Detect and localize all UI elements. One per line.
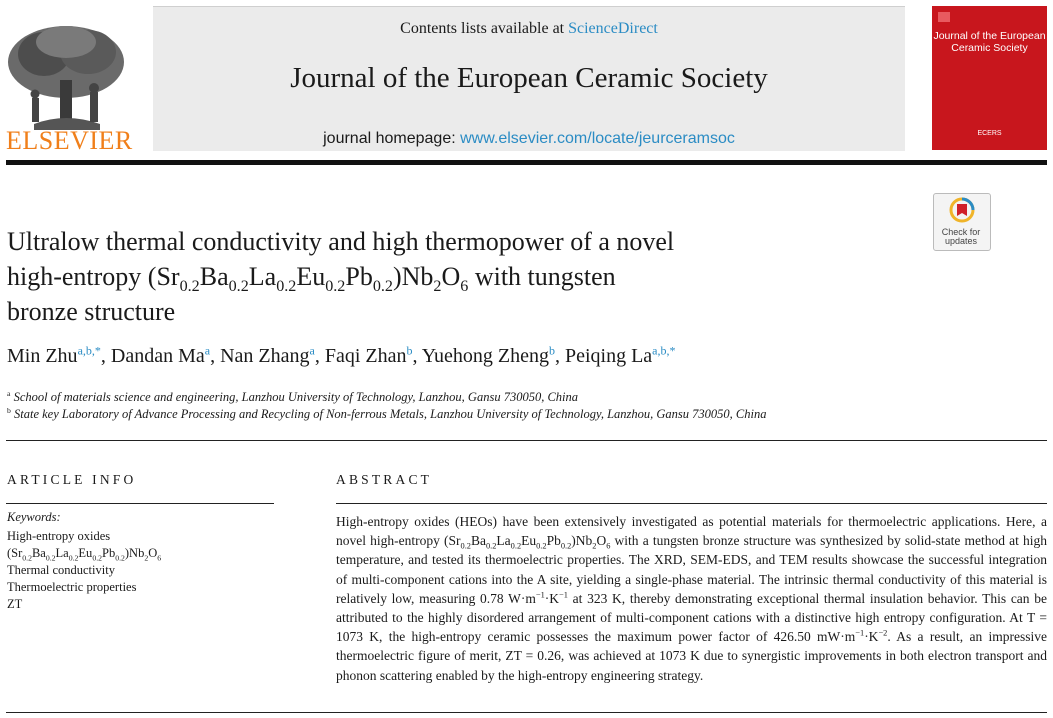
author-name[interactable]: Nan Zhang bbox=[220, 345, 310, 367]
abstract-body: High-entropy oxides (HEOs) have been extensively investigated as potential materials for thermoelectric applications. Here, a novel high-entropy $(Sr_{0.2}Ba_{0.2}La_{0.2}Eu_{0.2}Pb_{0.2})Nb_2O_6$ with a tungsten bronze structure was synthesized by solid-state method at high temperature, and tested its thermoelectric properties. The XRD, SEM-EDS, and TEM results showcase the successful integration of multi-component cations into the A site, yielding a single-phase material. The intrinsic thermal conductivity of this material is relatively low, measuring 0.78 $W\cdot m^{-1}\cdot K^{-1}$ at 323 K, thereby demonstrating exceptional thermal insulation behavior. This can be attributed to the highly disordered arrangement of multi-component cations with a distinctive high entropy configuration. At T = 1073 K, the high-entropy ceramic possesses the maximum power factor of 426.50 $mW\cdot m^{-1}\cdot K^{-2}$. As a result, an impressive thermoelectric figure of merit, ZT = 0.26, was achieved at 1073 K due to synergistic improvements in both electron transport and phonon scattering enabled by the high-entropy engineering strategy. bbox=[336, 514, 1048, 683]
abstract-heading: ABSTRACT bbox=[336, 472, 433, 487]
article-title bbox=[7, 224, 907, 329]
author-affiliation-mark[interactable]: a bbox=[204, 343, 211, 358]
journal-cover-image[interactable] bbox=[932, 6, 1047, 150]
journal-homepage-link[interactable]: www.elsevier.com/locate/jeurceramsoc bbox=[460, 130, 735, 147]
keyword-item: Thermoelectric properties bbox=[7, 580, 137, 594]
header-divider bbox=[6, 160, 1047, 165]
keyword-item: High-entropy oxides bbox=[7, 529, 111, 543]
keywords-label: Keywords: bbox=[7, 510, 61, 524]
publisher-name: ELSEVIER bbox=[6, 126, 133, 155]
cover-corner-mark bbox=[938, 12, 950, 22]
author-name[interactable]: Dandan Ma bbox=[110, 345, 205, 367]
title-line-2: high-entropy $(Sr_{0.2}Ba_{0.2}La_{0.2}Eu_{0.2}Pb_{0.2})Nb_2O_6$ with tungsten bbox=[7, 262, 616, 296]
check-updates-icon bbox=[947, 197, 977, 223]
contents-prefix: Contents lists available at bbox=[400, 20, 569, 37]
affiliation-b: $^b$ State key Laboratory of Advance Processing and Recycling of Non-ferrous Metals, Lanzhou University of Technology, Lanzhou, Gansu 730050, China bbox=[7, 405, 767, 421]
author-name[interactable]: Min Zhu bbox=[7, 345, 78, 367]
keyword-item-formula: $(Sr_{0.2}Ba_{0.2}La_{0.2}Eu_{0.2}Pb_{0.2})Nb_2O_6$ bbox=[7, 546, 162, 563]
author-affiliation-mark[interactable]: b bbox=[548, 343, 555, 358]
affiliation-a: $^a$ School of materials science and engineering, Lanzhou University of Technology, Lanzhou, Gansu 730050, China bbox=[7, 388, 579, 404]
journal-homepage-line bbox=[153, 130, 905, 148]
author-name[interactable]: Peiqing La bbox=[564, 345, 653, 367]
article-info-divider bbox=[6, 503, 274, 504]
cover-badge: ECERS bbox=[977, 130, 1002, 137]
author-name[interactable]: Yuehong Zheng bbox=[421, 345, 549, 367]
check-for-updates-label: Check for updates bbox=[941, 227, 981, 246]
title-line-3: bronze structure bbox=[7, 297, 176, 326]
affiliations bbox=[7, 389, 1007, 423]
homepage-prefix: journal homepage: bbox=[323, 130, 461, 147]
author-name[interactable]: Faqi Zhan bbox=[324, 345, 407, 367]
journal-title: Journal of the European Ceramic Society bbox=[290, 62, 768, 94]
abstract-divider bbox=[336, 503, 1047, 504]
author-affiliation-mark[interactable]: a,b,* bbox=[77, 343, 101, 358]
contents-availability-line bbox=[153, 20, 905, 38]
bottom-divider bbox=[6, 712, 1047, 713]
keyword-item: Thermal conductivity bbox=[7, 563, 115, 577]
author-affiliation-mark[interactable]: b bbox=[406, 343, 413, 358]
section-divider bbox=[6, 440, 1047, 441]
title-line-1: Ultralow thermal conductivity and high thermopower of a novel bbox=[7, 227, 675, 256]
author-affiliation-mark[interactable]: a,b,* bbox=[652, 343, 676, 358]
article-info-heading: ARTICLE INFO bbox=[7, 472, 137, 487]
cover-journal-title: Journal of the European Ceramic Society bbox=[933, 30, 1046, 54]
sciencedirect-link[interactable]: ScienceDirect bbox=[568, 20, 658, 37]
author-affiliation-mark[interactable]: a bbox=[309, 343, 315, 358]
keyword-list bbox=[7, 528, 161, 613]
author-list: Min Zhu$^{a,b,*}$, Dandan Ma$^a$, Nan Zhang$^a$, Faqi Zhan$^b$, Yuehong Zheng$^b$, Peiqing $La^{a,b,*}$ bbox=[7, 343, 676, 367]
keyword-item: ZT bbox=[7, 597, 23, 611]
